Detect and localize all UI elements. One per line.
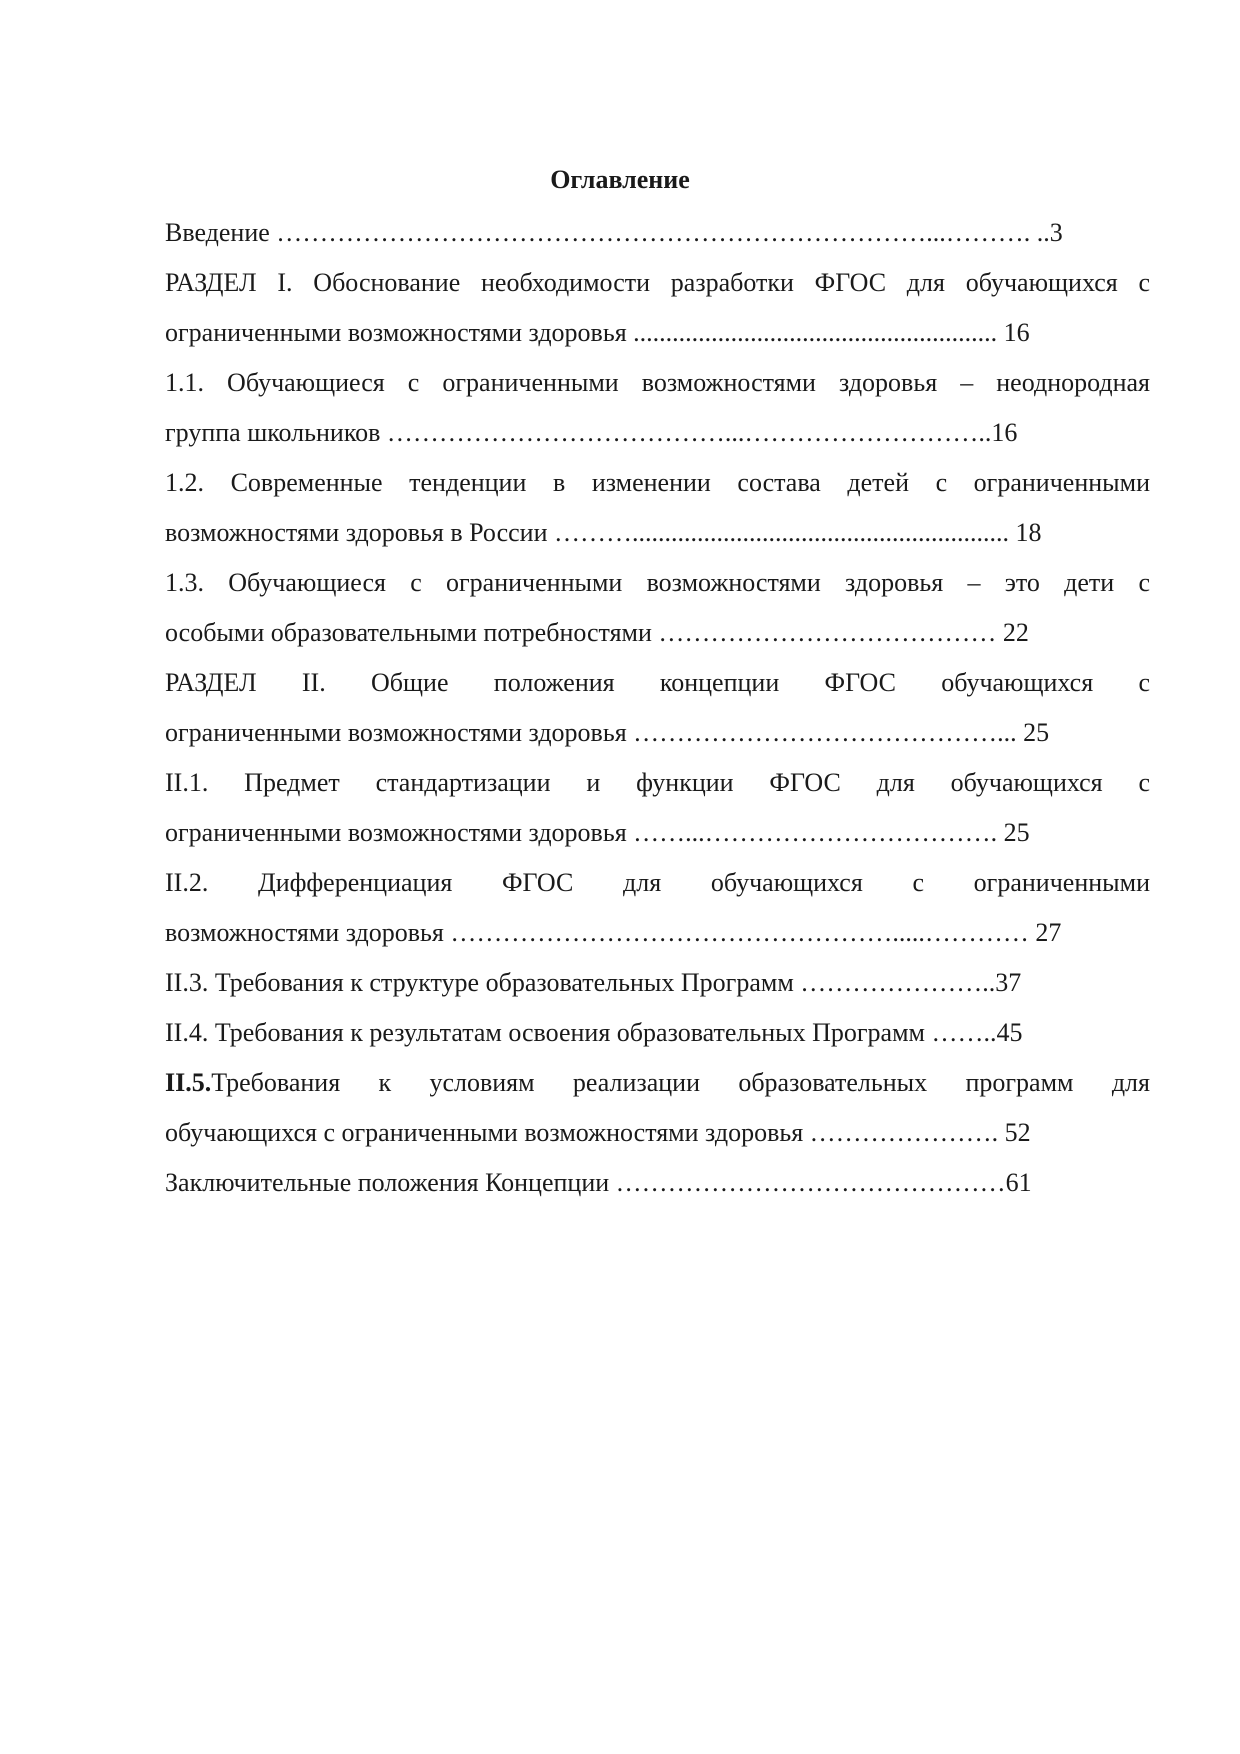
toc-entry-1-3-line2: особыми образовательными потребностями ………………………………… 22 <box>165 618 1029 647</box>
table-of-contents <box>165 208 1150 1208</box>
toc-entry-2-5-line2: обучающихся с ограниченными возможностями здоровья …………………. 52 <box>165 1118 1031 1147</box>
toc-entry-1-1-line1: 1.1. Обучающиеся с ограниченными возможностями здоровья – неоднородная <box>165 368 1150 397</box>
toc-entry-1-2-line2: возможностями здоровья в России ……….......................................................... 18 <box>165 518 1042 547</box>
toc-entry-section-2-line2: ограниченными возможностями здоровья ……………………………………... 25 <box>165 718 1050 747</box>
toc-entry-2-5-line1 <box>165 1058 1150 1108</box>
toc-entry-2-2-line1: II.2. Дифференциация ФГОС для обучающихся с ограниченными <box>165 868 1150 897</box>
toc-entry-2-2-line2: возможностями здоровья …………………………………………….....………… 27 <box>165 918 1062 947</box>
toc-entry-section-1-line1: РАЗДЕЛ I. Обоснование необходимости разработки ФГОС для обучающихся с <box>165 268 1150 297</box>
toc-entry-2-4: II.4. Требования к результатам освоения образовательных Программ ……..45 <box>165 1018 1023 1047</box>
toc-entry-section-1-line2: ограниченными возможностями здоровья ........................................................ 16 <box>165 318 1030 347</box>
toc-entry-conclusion: Заключительные положения Концепции ………………………………………61 <box>165 1168 1032 1197</box>
toc-entry-2-3: II.3. Требования к структуре образовательных Программ …………………..37 <box>165 968 1022 997</box>
toc-entry-introduction: Введение …………………………………………………………………...………. ..3 <box>165 218 1063 247</box>
toc-entry-2-5-number: II.5. <box>165 1068 212 1097</box>
toc-entry-2-1-line2: ограниченными возможностями здоровья ……...……………………………. 25 <box>165 818 1030 847</box>
toc-entry-1-2-line1: 1.2. Современные тенденции в изменении состава детей с ограниченными <box>165 468 1150 497</box>
toc-entry-section-2-line1: РАЗДЕЛ II. Общие положения концепции ФГОС обучающихся с <box>165 668 1150 697</box>
toc-entry-1-3-line1: 1.3. Обучающиеся с ограниченными возможностями здоровья – это дети с <box>165 568 1150 597</box>
toc-entry-2-5-text: Требования к условиям реализации образовательных программ для <box>211 1068 1150 1097</box>
toc-entry-1-1-line2: группа школьников …………………………………...………………………..16 <box>165 418 1018 447</box>
page-title: Оглавление <box>550 165 690 194</box>
toc-entry-2-1-line1: II.1. Предмет стандартизации и функции ФГОС для обучающихся с <box>165 768 1150 797</box>
